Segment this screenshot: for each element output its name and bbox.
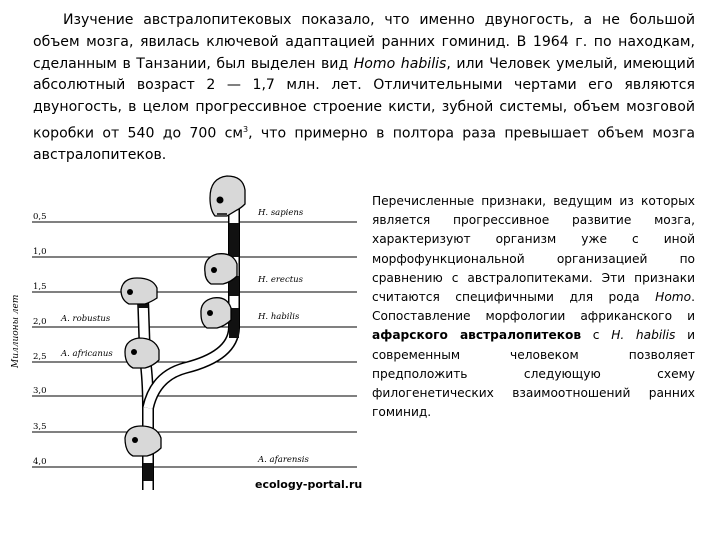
skull-icon — [201, 298, 231, 328]
skull-icon — [125, 426, 161, 456]
watermark: ecology-portal.ru — [255, 478, 363, 491]
comparison-text-part4: и современным человеком позволяет предположить следующую схему филогенетических взаимоотношений ранних гоминид. — [372, 328, 695, 420]
tick-label: 1,0 — [33, 247, 47, 257]
skull-icon — [121, 278, 157, 304]
skull-icon — [205, 254, 237, 284]
comparison-paragraph — [372, 192, 695, 422]
skull-icon — [125, 338, 159, 368]
afarensis-term: афарского австралопитеков — [372, 328, 582, 343]
comparison-text-part2: . Сопоставление морфологии африканского и — [372, 290, 695, 324]
species-name-homo-habilis: Homo habilis — [353, 55, 447, 72]
species-label-habilis: H. habilis — [258, 312, 300, 322]
tick-label: 2,5 — [33, 352, 47, 362]
tick-label: 0,5 — [33, 212, 47, 222]
branch-homo — [148, 183, 234, 408]
species-label-sapiens: H. sapiens — [258, 208, 304, 218]
tick-label: 1,5 — [33, 282, 47, 292]
intro-text-part3: , что примерно в полтора раза превышает объем мозга австралопитеков. — [33, 125, 695, 164]
species-label-africanus: A. africanus — [61, 349, 113, 359]
intro-paragraph — [33, 10, 695, 167]
intro-text-part2: , или Человек умелый, имеющий абсолютный возраст 2 — 1,7 млн. лет. Отличительными чертами его являются двуногость, в целом прогрессивное строение кисти, зубной системы, объем мозговой коробки от 540 до 700 см — [33, 55, 695, 142]
comparison-text-part1: Перечисленные признаки, ведущим из которых является прогрессивное развитие мозга, характеризуют организм уже с иной морфофункциональной организацией по сравнению с австралопитеками. Эти признаки считаются специфичными для рода — [372, 194, 695, 305]
tick-label: 3,5 — [33, 422, 47, 432]
tick-label: 4,0 — [33, 457, 47, 467]
axis-label: Миллионы лет — [11, 294, 21, 368]
species-name-h-habilis: H. habilis — [611, 328, 676, 343]
phylogeny-diagram — [5, 168, 365, 500]
comparison-text-part3: с — [581, 328, 612, 343]
tick-label: 3,0 — [33, 386, 47, 396]
lineage-mark — [229, 223, 239, 257]
cubic-superscript: 3 — [243, 124, 249, 134]
species-label-afarensis: A. afarensis — [258, 455, 309, 465]
intro-text-part1: Изучение австралопитековых показало, что именно двуногость, а не большой объем мозга, явилась ключевой адаптацией ранних гоминид. В 1964 г. по находкам, сделанным в Танзании, был выделен вид — [33, 12, 695, 72]
genus-name-homo: Homo — [655, 290, 692, 305]
species-label-erectus: H. erectus — [258, 275, 303, 285]
tick-label: 2,0 — [33, 317, 47, 327]
species-label-robustus: A. robustus — [61, 314, 111, 324]
lineage-mark — [143, 463, 153, 481]
